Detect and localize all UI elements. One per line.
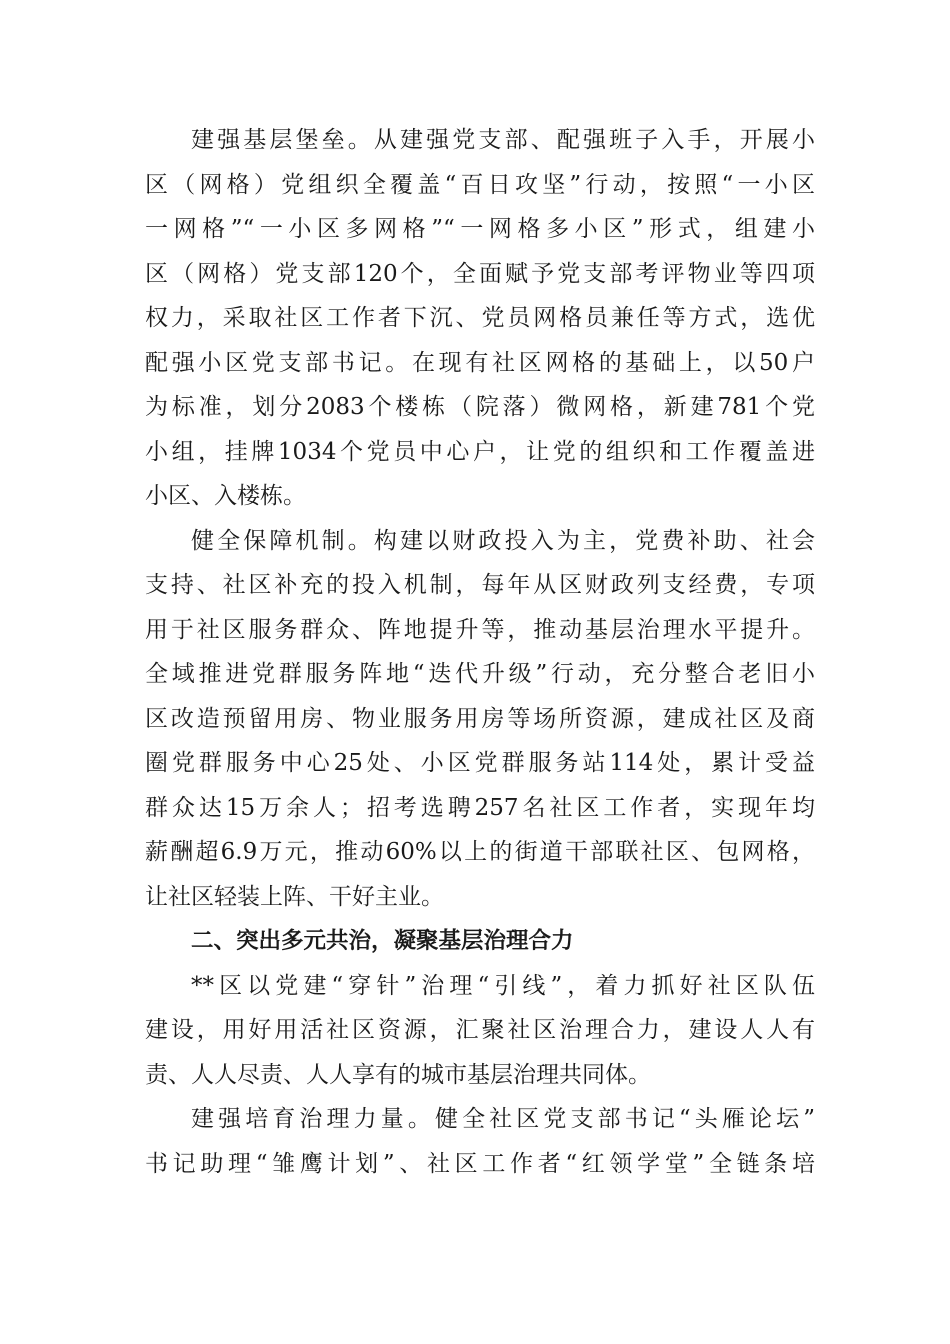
paragraph-line: 书记助理“雏鹰计划”、社区工作者“红领学堂”全链条培 [145,1150,815,1177]
paragraph-line: 建强培育治理力量。健全社区党支部书记“头雁论坛” [191,1106,815,1132]
paragraph-line: 责、人人尽责、人人享有的城市基层治理共同体。 [145,1061,651,1088]
paragraph-line: 让社区轻装上阵、干好主业。 [145,883,444,910]
body-text [145,118,815,1186]
paragraph-line: 用于社区服务群众、阵地提升等，推动基层治理水平提升。 [145,616,815,643]
paragraph-line: 建强基层堡垒。从建强党支部、配强班子入手，开展小 [191,127,815,153]
section-heading: 二、突出多元共治，凝聚基层治理合力 [191,928,574,954]
paragraph-line: 为标准，划分2083个楼栋（院落）微网格，新建781个党 [145,394,815,420]
paragraph-line: 健全保障机制。构建以财政投入为主，党费补助、社会 [191,527,815,554]
paragraph-line: 支持、社区补充的投入机制，每年从区财政列支经费，专项 [145,572,815,598]
paragraph-line: 区改造预留用房、物业服务用房等场所资源，建成社区及商 [145,705,815,732]
paragraph-line: 区（网格）党组织全覆盖“百日攻坚”行动，按照“一小区 [145,171,815,198]
paragraph-line: 一网格”“一小区多网格”“一网格多小区”形式，组建小 [145,216,815,242]
paragraph-line: 建设，用好用活社区资源，汇聚社区治理合力，建设人人有 [145,1017,815,1043]
paragraph-line: 权力，采取社区工作者下沉、党员网格员兼任等方式，选优 [145,305,815,331]
paragraph-line: 小区、入楼栋。 [145,483,306,509]
paragraph-line: 全域推进党群服务阵地“迭代升级”行动，充分整合老旧小 [145,661,815,687]
paragraph-line: 配强小区党支部书记。在现有社区网格的基础上，以50户 [145,349,815,376]
paragraph-line: 区（网格）党支部120个，全面赋予党支部考评物业等四项 [145,260,815,287]
paragraph-line: 小组，挂牌1034个党员中心户，让党的组织和工作覆盖进 [145,438,815,465]
paragraph-line: 群众达15万余人；招考选聘257名社区工作者，实现年均 [145,794,815,821]
paragraph-line: **区以党建“穿针”治理“引线”，着力抓好社区队伍 [191,972,815,999]
paragraph-line: 薪酬超6.9万元，推动60%以上的街道干部联社区、包网格， [145,839,815,865]
paragraph-line: 圈党群服务中心25处、小区党群服务站114处，累计受益 [145,750,815,776]
